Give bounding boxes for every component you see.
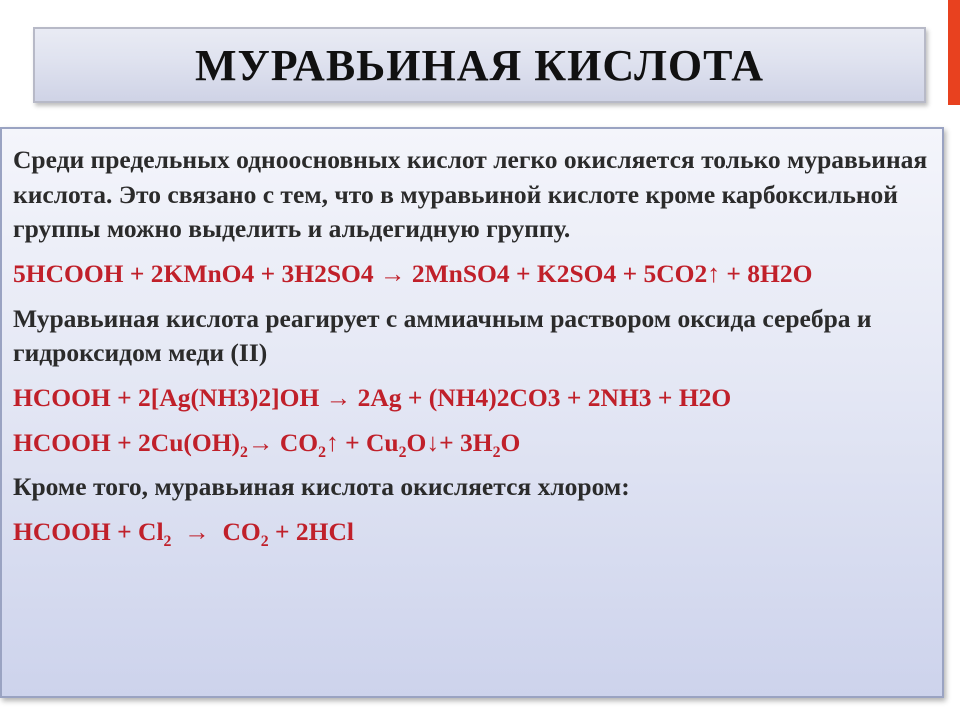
equation-kmno4: 5HCOOH + 2KMnO4 + 3H2SO4 → 2MnSO4 + K2SO4 + 5CO2↑ + 8H2O (13, 259, 813, 289)
eq4-part: HCOOH + Cl (13, 517, 164, 547)
eq3-part: → CO (247, 427, 319, 457)
equation-copper (13, 426, 928, 461)
equation-silver: HCOOH + 2[Ag(NH3)2]OH → 2Ag + (NH4)2CO3 + 2NH3 + H2O (13, 383, 732, 413)
eq4-part: + 2HCl (268, 517, 354, 547)
equation-chlorine (13, 515, 928, 550)
reacts-paragraph: Муравьиная кислота реагирует с аммиачным раствором оксида серебра и гидроксидом меди (II) (13, 303, 872, 368)
eq4-subscript: 2 (163, 533, 172, 551)
eq3-subscript: 2 (240, 443, 248, 461)
eq3-part: HCOOH + 2Cu(OH) (13, 427, 241, 457)
chlorine-paragraph: Кроме того, муравьиная кислота окисляется хлором: (13, 472, 630, 502)
title-box (33, 27, 926, 103)
eq3-part: O (500, 427, 521, 457)
eq3-part: ↑ + Cu (325, 427, 399, 457)
content-box (0, 127, 944, 698)
intro-paragraph: Среди предельных одноосновных кислот легко окисляется только муравьиная кислота. Это связано с тем, что в муравьиной кислоте кроме карбоксильной группы можно выделить и альдегидную группу. (13, 145, 928, 244)
slide-title: МУРАВЬИНАЯ КИСЛОТА (194, 40, 765, 90)
accent-bar (948, 0, 960, 105)
eq4-part: → CO (171, 517, 261, 547)
eq4-subscript: 2 (260, 533, 269, 551)
eq3-subscript: 2 (492, 443, 501, 461)
eq3-subscript: 2 (398, 443, 407, 461)
eq3-part: O↓+ 3H (406, 427, 493, 457)
eq3-subscript: 2 (318, 443, 326, 461)
